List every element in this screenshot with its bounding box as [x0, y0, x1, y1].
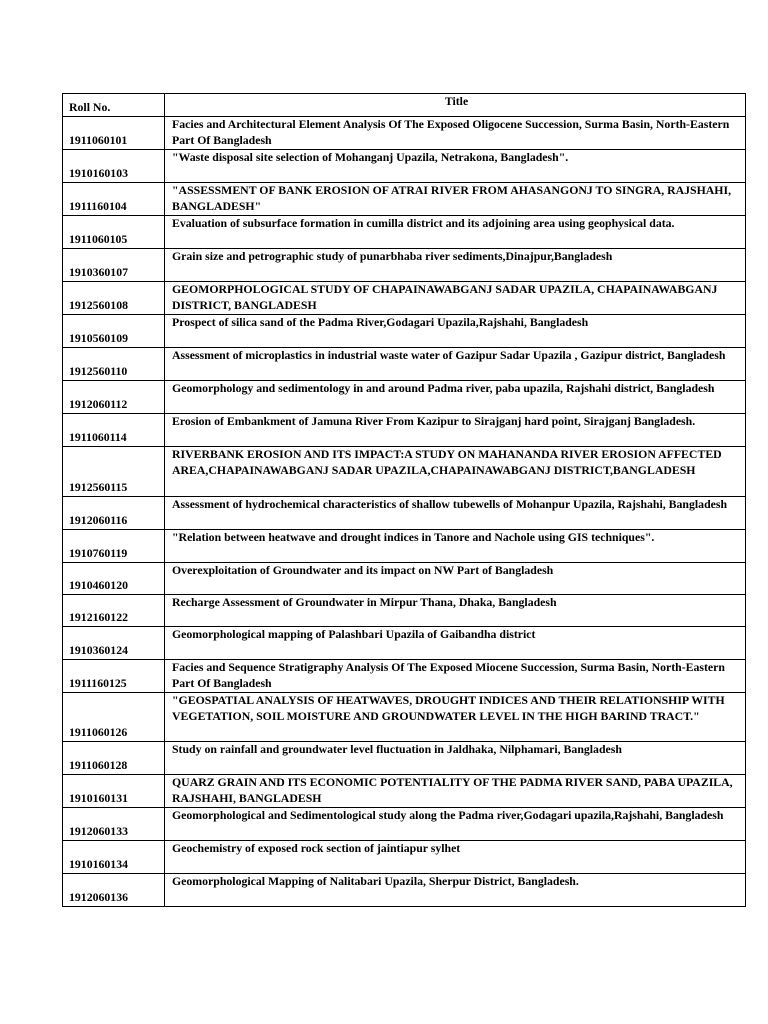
roll-number-cell: 1911160104 — [63, 183, 165, 216]
thesis-title-cell: Assessment of hydrochemical characteristics of shallow tubewells of Mohanpur Upazila, Rajshahi, Bangladesh — [165, 497, 746, 530]
table-row — [63, 841, 746, 874]
thesis-title-cell: Geomorphological mapping of Palashbari Upazila of Gaibandha district — [165, 627, 746, 660]
table-row — [63, 447, 746, 497]
table-row — [63, 183, 746, 216]
thesis-title-cell: Facies and Sequence Stratigraphy Analysis Of The Exposed Miocene Succession, Surma Basin, North-Eastern Part Of Bangladesh — [165, 660, 746, 693]
thesis-title-cell: Erosion of Embankment of Jamuna River From Kazipur to Sirajganj hard point, Sirajganj Bangladesh. — [165, 414, 746, 447]
roll-no-header: Roll No. — [63, 94, 165, 117]
table-row — [63, 660, 746, 693]
table-row — [63, 381, 746, 414]
roll-number-cell: 1911060105 — [63, 216, 165, 249]
table-row — [63, 874, 746, 907]
roll-number-cell: 1910560109 — [63, 315, 165, 348]
roll-number-cell: 1912060112 — [63, 381, 165, 414]
thesis-title-cell: Recharge Assessment of Groundwater in Mirpur Thana, Dhaka, Bangladesh — [165, 595, 746, 627]
thesis-title-cell: Grain size and petrographic study of punarbhaba river sediments,Dinajpur,Bangladesh — [165, 249, 746, 282]
table-row — [63, 497, 746, 530]
thesis-title-cell: Overexploitation of Groundwater and its impact on NW Part of Bangladesh — [165, 563, 746, 595]
thesis-title-cell: Geomorphological and Sedimentological study along the Padma river,Godagari upazila,Rajshahi, Bangladesh — [165, 808, 746, 841]
roll-number-cell: 1910160131 — [63, 775, 165, 808]
roll-number-cell: 1912560110 — [63, 348, 165, 381]
thesis-title-cell: "ASSESSMENT OF BANK EROSION OF ATRAI RIVER FROM AHASANGONJ TO SINGRA, RAJSHAHI, BANGLADESH" — [165, 183, 746, 216]
roll-number-cell: 1911060128 — [63, 742, 165, 775]
roll-number-cell: 1911060101 — [63, 117, 165, 150]
roll-number-cell: 1910160103 — [63, 150, 165, 183]
roll-number-cell: 1910460120 — [63, 563, 165, 595]
roll-number-cell: 1912060136 — [63, 874, 165, 907]
thesis-title-cell: Prospect of silica sand of the Padma River,Godagari Upazila,Rajshahi, Bangladesh — [165, 315, 746, 348]
roll-number-cell: 1910360107 — [63, 249, 165, 282]
table-row — [63, 563, 746, 595]
table-row — [63, 808, 746, 841]
thesis-title-cell: Geomorphological Mapping of Nalitabari Upazila, Sherpur District, Bangladesh. — [165, 874, 746, 907]
table-row — [63, 693, 746, 742]
table-row — [63, 117, 746, 150]
roll-number-cell: 1912560115 — [63, 447, 165, 497]
roll-number-cell: 1910160134 — [63, 841, 165, 874]
table-row — [63, 150, 746, 183]
roll-number-cell: 1911060126 — [63, 693, 165, 742]
thesis-title-cell: Facies and Architectural Element Analysis Of The Exposed Oligocene Succession, Surma Basin, North-Eastern Part Of Bangladesh — [165, 117, 746, 150]
table-row — [63, 249, 746, 282]
thesis-title-cell: Geomorphology and sedimentology in and around Padma river, paba upazila, Rajshahi district, Bangladesh — [165, 381, 746, 414]
table-row — [63, 627, 746, 660]
title-header: Title — [165, 94, 746, 117]
roll-number-cell: 1911060114 — [63, 414, 165, 447]
roll-number-cell: 1912060133 — [63, 808, 165, 841]
thesis-title-cell: "Waste disposal site selection of Mohanganj Upazila, Netrakona, Bangladesh". — [165, 150, 746, 183]
table-row — [63, 742, 746, 775]
thesis-title-cell: Assessment of microplastics in industrial waste water of Gazipur Sadar Upazila , Gazipur district, Bangladesh — [165, 348, 746, 381]
roll-number-cell: 1910760119 — [63, 530, 165, 563]
table-row — [63, 595, 746, 627]
roll-number-cell: 1912060116 — [63, 497, 165, 530]
header-row — [63, 94, 746, 117]
thesis-title-cell: Evaluation of subsurface formation in cumilla district and its adjoining area using geophysical data. — [165, 216, 746, 249]
thesis-title-cell: "GEOSPATIAL ANALYSIS OF HEATWAVES, DROUGHT INDICES AND THEIR RELATIONSHIP WITH VEGETATION, SOIL MOISTURE AND GROUNDWATER LEVEL IN THE HIGH BARIND TRACT." — [165, 693, 746, 742]
roll-number-cell: 1911160125 — [63, 660, 165, 693]
roll-number-cell: 1912560108 — [63, 282, 165, 315]
thesis-title-cell: Study on rainfall and groundwater level fluctuation in Jaldhaka, Nilphamari, Bangladesh — [165, 742, 746, 775]
thesis-title-cell: QUARZ GRAIN AND ITS ECONOMIC POTENTIALITY OF THE PADMA RIVER SAND, PABA UPAZILA, RAJSHAHI, BANGLADESH — [165, 775, 746, 808]
thesis-title-cell: "Relation between heatwave and drought indices in Tanore and Nachole using GIS techniques". — [165, 530, 746, 563]
thesis-title-cell: RIVERBANK EROSION AND ITS IMPACT:A STUDY ON MAHANANDA RIVER EROSION AFFECTED AREA,CHAPAINAWABGANJ SADAR UPAZILA,CHAPAINAWABGANJ DISTRICT,BANGLADESH — [165, 447, 746, 497]
table-row — [63, 315, 746, 348]
thesis-title-table — [62, 93, 746, 907]
thesis-title-cell: Geochemistry of exposed rock section of jaintiapur sylhet — [165, 841, 746, 874]
table-row — [63, 414, 746, 447]
roll-number-cell: 1910360124 — [63, 627, 165, 660]
table-row — [63, 216, 746, 249]
thesis-title-cell: GEOMORPHOLOGICAL STUDY OF CHAPAINAWABGANJ SADAR UPAZILA, CHAPAINAWABGANJ DISTRICT, BANGLADESH — [165, 282, 746, 315]
table-row — [63, 530, 746, 563]
table-row — [63, 348, 746, 381]
table-body — [63, 94, 746, 907]
roll-number-cell: 1912160122 — [63, 595, 165, 627]
table-row — [63, 282, 746, 315]
table-row — [63, 775, 746, 808]
